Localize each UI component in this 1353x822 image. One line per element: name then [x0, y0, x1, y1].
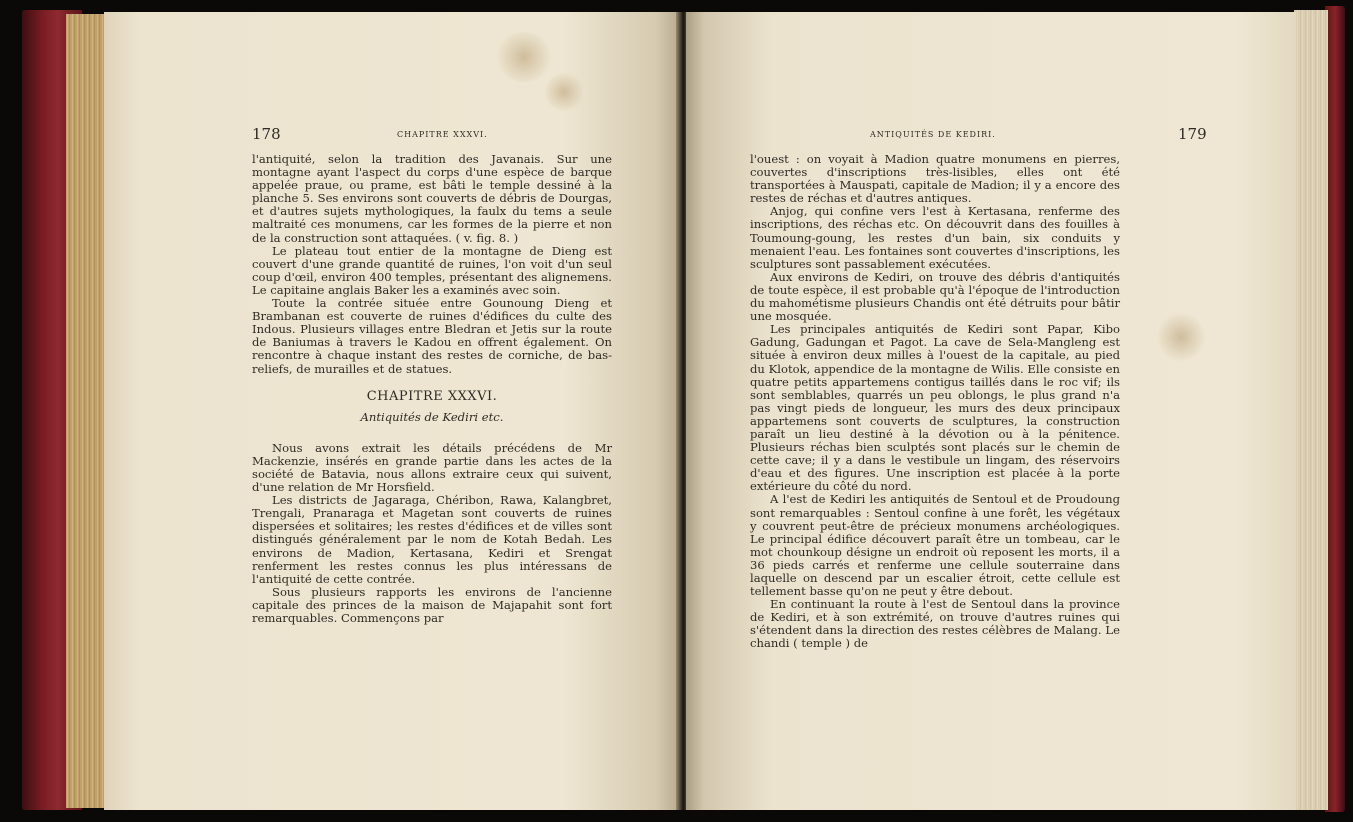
paragraph: Toute la contrée située entre Gounoung Dieng et Brambanan est couverte de ruines d'édifices du culte des Indous. Plusieurs villages entre Bledran et Jetis sur la route de Baniumas à travers le Kadou en offrent également. On rencontre à chaque instant des restes de corniche, de bas-reliefs, de murailles et de statues.	[252, 296, 612, 376]
foxing-stain	[544, 72, 584, 112]
running-header: CHAPITRE XXXVI.	[397, 130, 488, 139]
paragraph: Nous avons extrait les détails précédens de Mr Mackenzie, insérés en grande partie dans les actes de la société de Batavia, nous allons extraire ceux qui suivent, d'une relation de Mr Horsfield.	[252, 440, 612, 495]
paragraph: Les principales antiquités de Kediri sont Papar, Kibo Gadung, Gadungan et Pagot. La cave de Sela-Mangleng est située à environ deux milles à l'ouest de la capitale, au pied du Klotok, appendice de la montagne de Wilis. Elle consiste en quatre petits appartemens contigus taillés dans le roc vif; ils sont semblables, quarrés un peu oblongs, le plus grand n'a pas vingt pieds de longueur, les murs des deux principaux appartemens sont couverts de sculptures, la construction paraît un lieu destiné à la dévotion ou à la pénitence. Plusieurs réchas bien sculptés sont placés sur le chemin de cette cave; il y a dans le vestibule un lingam, des réservoirs d'eau et des figures. Une inscription est placée à la porte extérieure du côté du nord.	[750, 322, 1120, 494]
foxing-stain	[494, 32, 554, 82]
foxing-stain	[1156, 312, 1206, 362]
paragraph: Les districts de Jagaraga, Chéribon, Rawa, Kalangbret, Trengali, Pranaraga et Magetan sont couverts de ruines dispersées et solitaires; les restes d'édifices et de villes sont distingués généralement par le nom de Kotah Bedah. Les environs de Madion, Kertasana, Kediri et Srengat renferment les restes connus les plus intéressans de l'antiquité de cette contrée.	[252, 493, 612, 586]
paragraph: Aux environs de Kediri, on trouve des débris d'antiquités de toute espèce, il est probable qu'à l'époque de l'introduction du mahométisme plusieurs Chandis ont été détruits pour bâtir une mosquée.	[750, 269, 1120, 324]
chapter-heading: CHAPITRE XXXVI.	[366, 388, 498, 404]
book-cover-right	[1325, 6, 1345, 812]
paragraph: En continuant la route à l'est de Sentoul dans la province de Kediri, et à son extrémité, on trouve d'autres ruines qui s'étendent dans la direction des restes célèbres de Malang. Le chandi ( temple ) de	[750, 597, 1120, 651]
right-page	[686, 12, 1296, 810]
chapter-subtitle: Antiquités de Kediri etc.	[360, 409, 504, 424]
right-page-text	[750, 153, 1120, 651]
running-header: ANTIQUITÉS DE KEDIRI.	[870, 130, 996, 139]
paragraph: Anjog, qui confine vers l'est à Kertasana, renferme des inscriptions, des réchas etc. On découvrit dans des fouilles à Toumoung-goung, les restes d'un bain, six conduits y menaient l'eau. Les fontaines sont couvertes d'inscriptions, les sculptures sont passablement exécutées.	[750, 204, 1120, 271]
paragraph: l'ouest : on voyait à Madion quatre monumens en pierres, couvertes d'inscriptions très-lisibles, elles ont été transportées à Mauspati, capitale de Madion; il y a encore des restes de réchas et d'autres antiques.	[750, 152, 1120, 206]
paragraph: l'antiquité, selon la tradition des Javanais. Sur une montagne ayant l'aspect du corps d'une espèce de barque appelée praue, ou prame, est bâti le temple dessiné à la planche 5. Ses environs sont couverts de débris de Dourgas, et d'autres sujets mythologiques, la faulx du tems a seule maltraité ces monumens, car les formes de la pierre et non de la construction sont attaquées. ( v. fig. 8. )	[252, 152, 612, 245]
page-number: 179	[1178, 125, 1207, 143]
paragraph: Sous plusieurs rapports les environs de l'ancienne capitale des princes de la maison de Majapahit sont fort remarquables. Commençons par	[252, 584, 612, 625]
page-edges-right	[1294, 10, 1328, 810]
paragraph: A l'est de Kediri les antiquités de Sentoul et de Proudoung sont remarquables : Sentoul confine à une forêt, les végétaux y couvrent peut-être de précieux monumens archéologiques. Le principal édifice découvert paraît être un tombeau, car le mot chounkoup désigne un endroit où reposent les morts, il a 36 pieds carrés et renferme une cellule souterraine dans laquelle on descend par un escalier étroit, cette cellule est tellement basse qu'on ne peut y être debout.	[750, 492, 1120, 599]
left-page-text	[252, 153, 612, 625]
page-edges-left	[66, 14, 106, 808]
left-page	[104, 12, 679, 810]
paragraph: Le plateau tout entier de la montagne de Dieng est couvert d'une grande quantité de ruines, l'on voit d'un seul coup d'œil, environ 400 temples, présentant des alignemens. Le capitaine anglais Baker les a examinés avec soin.	[252, 243, 612, 297]
page-number: 178	[252, 125, 281, 143]
